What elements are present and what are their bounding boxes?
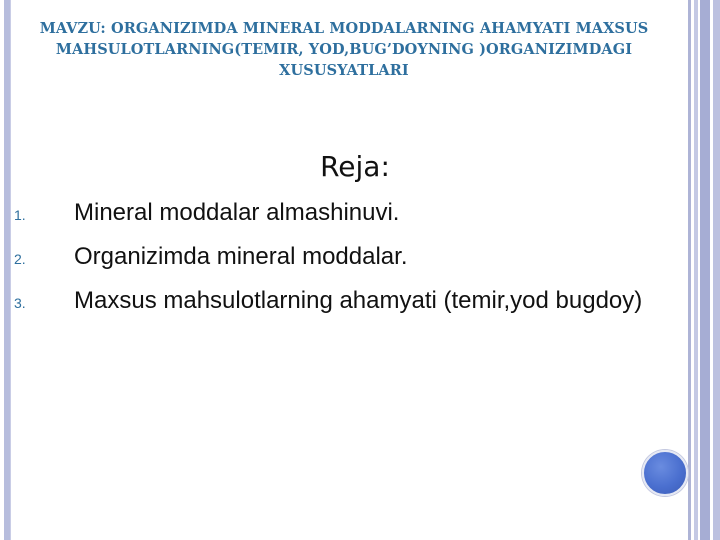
plan-list (14, 196, 664, 328)
circle-button-icon[interactable] (642, 450, 688, 496)
plan-item-text: Maxsus mahsulotlarning ahamyati (temir,yod bugdoy) (74, 287, 643, 314)
right-decorative-stripe (700, 0, 710, 540)
right-decorative-stripe (713, 0, 720, 540)
plan-item-number: 3. (14, 295, 26, 311)
right-decorative-stripe (688, 0, 691, 540)
plan-item-number: 2. (14, 251, 26, 267)
plan-item-number: 1. (14, 207, 26, 223)
plan-item (14, 196, 664, 230)
plan-item-text: Mineral moddalar almashinuvi. (74, 199, 400, 226)
left-decorative-border (4, 0, 11, 540)
slide-title: MAVZU: ORGANIZIMDA MINERAL MODDALARNING AHAMYATI MAXSUS MAHSULOTLARNING(TEMIR, YOD,BUG’DOYNING )ORGANIZIMDAGI XUSUSYATLARI (39, 20, 649, 79)
plan-heading: Reja: (320, 150, 390, 183)
plan-item-text: Organizimda mineral moddalar. (74, 243, 408, 270)
plan-item (14, 284, 664, 318)
plan-item (14, 240, 664, 274)
